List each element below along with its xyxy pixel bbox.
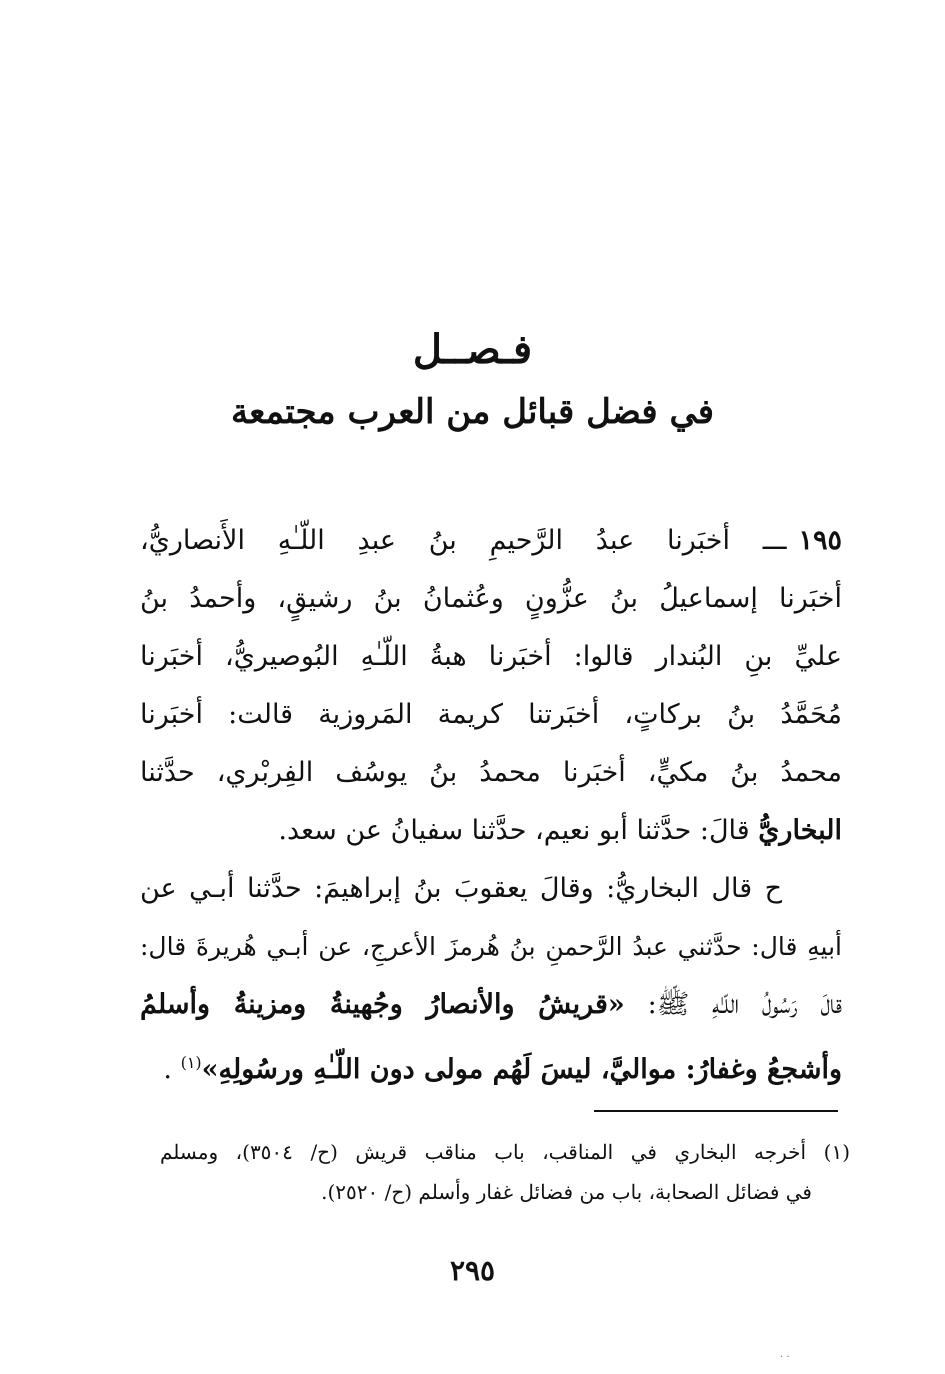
- footnotes: [160, 1132, 850, 1212]
- hadith-line: البخاريُّ قالَ: حدَّثنا أبو نعيم، حدَّثنا سفيانُ عن سعد.: [278, 815, 842, 846]
- page-number: ٢٩٥: [449, 1254, 496, 1287]
- hadith-line: محمدُ بنُ مكيٍّ، أخبَرنا محمدُ بنُ يوسُف الفِربْري، حدَّثنا: [140, 757, 842, 788]
- footnote-ref: (١): [180, 1053, 202, 1072]
- hadith-line: وأشجعُ وغفارُ: مواليَّ، ليسَ لَهُم مولى دون اللّـٰهِ ورسُولِهِ»$^{(١)}$ .: [163, 1053, 842, 1085]
- section-title: في فضل قبائل من العرب مجتمعة: [230, 392, 715, 432]
- footnote-line: في فضائل الصحابة، باب من فضائل غفار وأسلم (ح/ ٢٥٢٠).: [321, 1180, 812, 1204]
- hadith-line: أبيهِ قال: حدَّثني عبدُ الرَّحمنِ بنُ هُرمزَ الأعرجِ، عن أبـي هُريرةَ قال:: [140, 932, 842, 961]
- hadith-line: قالَ رَسُولُ اللّـٰهِ ﷺ: «قريشُ والأنصارُ وجُهينةُ ومزينةُ وأسلمُ: [140, 989, 842, 1020]
- hadith-line: مُحَمَّدُ بنُ بركاتٍ، أخبَرتنا كريمة المَروزية قالت: أخبَرنا: [140, 699, 842, 730]
- hadith-ha-chain: [140, 860, 842, 1099]
- hadith-line: أخبَرنا إسماعيلُ بنُ عزُّونٍ وعُثمانُ بنُ رشيقٍ، وأحمدُ بنُ: [140, 583, 842, 614]
- hadith-line: ١٩٥ـــ أخبَرنا عبدُ الرَّحيمِ بنُ عبدِ اللّـٰهِ الأَنصاريُّ،: [140, 525, 842, 556]
- section-label: فـصــل: [412, 326, 533, 373]
- hadith-number: ١٩٥: [798, 525, 842, 556]
- hadith-line: عليِّ بنِ البُندار قالوا: أخبَرنا هبةُ اللّـٰهِ البُوصيريُّ، أخبَرنا: [140, 641, 842, 672]
- scan-speck: · ·: [780, 1352, 790, 1363]
- footnote-line: (١) أخرجه البخاري في المناقب، باب مناقب قريش (ح/ ٣٥٠٤)، ومسلم: [160, 1140, 850, 1164]
- hadith-line: ح قال البخاريُّ: وقالَ يعقوبَ بنُ إبراهيمَ: حدَّثنا أبـي عن: [140, 873, 782, 904]
- footnote-divider: [594, 1110, 838, 1112]
- hadith-195: [140, 512, 842, 860]
